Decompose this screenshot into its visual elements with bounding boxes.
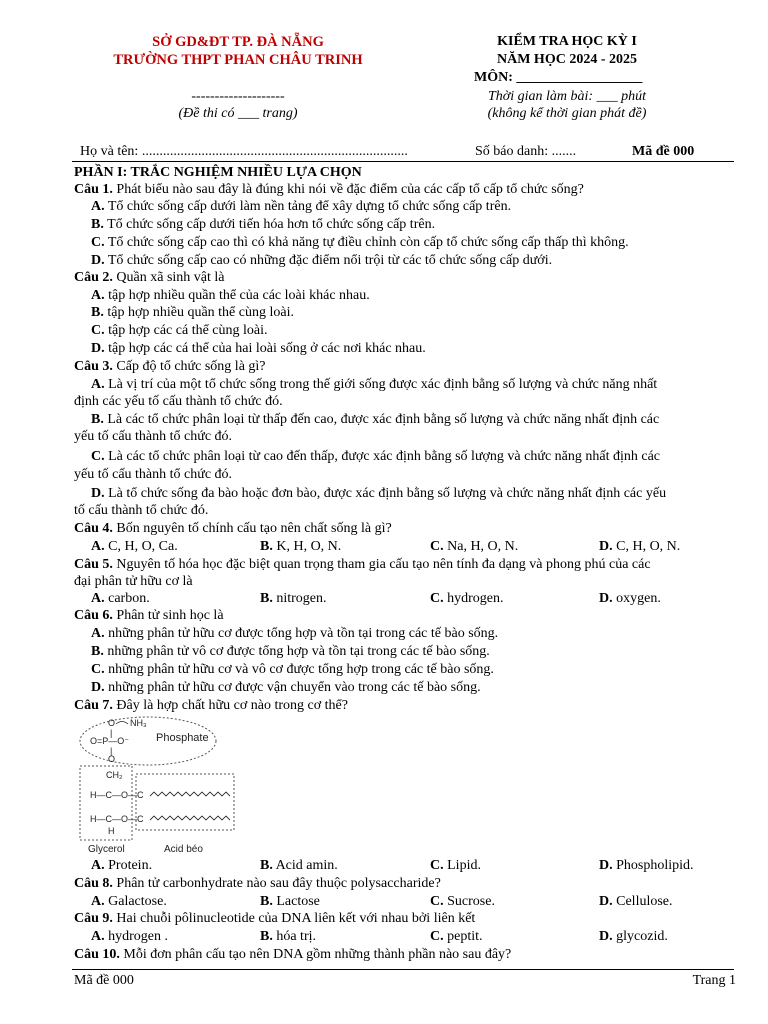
q2-option-c xyxy=(74,322,734,340)
carbon-row: H—C—O—C xyxy=(90,790,144,800)
question-text: Nguyên tố hóa học đặc biệt quan trọng tham gia cấu tạo nên tính đa dạng và phong phú của các xyxy=(112,557,651,572)
dept-name: SỞ GD&ĐT TP. ĐÀ NẴNG xyxy=(152,34,324,50)
option-a: A. Galactose. xyxy=(91,894,167,909)
option-letter: C. xyxy=(91,323,105,338)
question-6 xyxy=(74,607,734,625)
q6-option-a xyxy=(74,625,734,643)
q3-option-c-cont: yếu tố cấu thành tổ chức đó. xyxy=(74,467,233,482)
option-a: A. carbon. xyxy=(91,591,150,606)
atom-o: O xyxy=(108,718,116,728)
option-c: C. hydrogen. xyxy=(430,591,504,606)
option-letter: C. xyxy=(91,662,105,677)
q3-option-a-cont: định các yếu tố cấu thành tổ chức đó. xyxy=(74,394,283,409)
option-text: tập hợp các cá thể của hai loài sống ở các nơi khác nhau. xyxy=(104,341,426,356)
q3-option-c xyxy=(74,448,734,466)
question-label: Câu 10. xyxy=(74,947,120,962)
school-year: NĂM HỌC 2024 - 2025 xyxy=(497,52,637,67)
option-letter: D. xyxy=(91,341,105,356)
q9-options xyxy=(91,928,761,946)
footer-page-number: Trang 1 xyxy=(692,973,736,988)
question-10 xyxy=(74,946,734,964)
subject-line: MÔN: __________________ xyxy=(474,70,643,85)
question-4 xyxy=(74,520,734,538)
question-5 xyxy=(74,556,734,574)
footer-exam-code: Mã đề 000 xyxy=(74,973,134,988)
option-letter: B. xyxy=(91,305,104,320)
phosphate-group: O=P—O⁻ xyxy=(90,736,130,746)
option-text: những phân tử hữu cơ và vô cơ được tổng hợp trong các tế bào sống. xyxy=(104,662,494,677)
option-text: Là các tổ chức phân loại từ cao đến thấp, được xác định bằng số lượng và chức năng nhất định các xyxy=(104,449,661,464)
option-letter: D. xyxy=(91,680,105,695)
option-letter: B. xyxy=(91,644,104,659)
q3-option-b-cont: yếu tố cấu thành tổ chức đó. xyxy=(74,429,233,444)
question-label: Câu 5. xyxy=(74,557,113,572)
fatty-acid-chain xyxy=(150,816,230,820)
glycerol-label: Glycerol xyxy=(88,844,125,855)
question-label: Câu 8. xyxy=(74,876,113,891)
option-c: C. peptit. xyxy=(430,929,483,944)
option-d: D. glycozid. xyxy=(599,929,668,944)
option-text: Là vị trí của một tổ chức sống trong thế giới sống được xác định bằng số lượng và chức năng nhất xyxy=(104,377,658,392)
q2-option-a xyxy=(74,287,734,305)
option-b: B. Lactose xyxy=(260,894,320,909)
atom-o: | xyxy=(110,746,113,756)
option-text: tập hợp nhiều quần thể cùng loài. xyxy=(103,305,294,320)
question-label: Câu 7. xyxy=(74,698,113,713)
time-note: (không kể thời gian phát đề) xyxy=(487,106,647,121)
atom-o: O xyxy=(108,754,116,764)
option-text: những phân tử vô cơ được tổng hợp và tồn tại trong các tế bào sống. xyxy=(103,644,490,659)
carbon-row: H—C—O—C xyxy=(90,814,144,824)
question-text: Mỗi đơn phân cấu tạo nên DNA gồm những thành phần nào sau đây? xyxy=(119,947,512,962)
question-2 xyxy=(74,269,734,287)
q3-option-d-cont: tố cấu thành tổ chức đó. xyxy=(74,503,209,518)
ch2-label: CH₂ xyxy=(106,770,123,780)
q4-options xyxy=(91,538,761,556)
question-text: Đây là hợp chất hữu cơ nào trong cơ thể? xyxy=(112,698,348,713)
student-name-field: Họ và tên: ............................................................................ xyxy=(80,144,408,159)
q1-option-c xyxy=(74,234,734,252)
page-count-note: (Đề thi có ___ trang) xyxy=(178,106,298,121)
option-text: Là các tổ chức phân loại từ thấp đến cao, được xác định bằng số lượng và chức năng nhất định các xyxy=(103,412,660,427)
question-label: Câu 4. xyxy=(74,521,113,536)
divider xyxy=(72,161,734,162)
question-3 xyxy=(74,358,734,376)
option-a: A. C, H, O, Ca. xyxy=(91,539,178,554)
question-text: Quần xã sinh vật là xyxy=(112,270,225,285)
question-9 xyxy=(74,910,734,928)
q6-option-d xyxy=(74,679,734,697)
option-text: tập hợp nhiều quần thể của các loài khác nhau. xyxy=(104,288,370,303)
option-letter: C. xyxy=(91,235,105,250)
option-text: những phân tử hữu cơ được vận chuyển vào trong các tế bào sống. xyxy=(104,680,481,695)
option-text: những phân tử hữu cơ được tổng hợp và tồn tại trong các tế bào sống. xyxy=(104,626,499,641)
question-label: Câu 2. xyxy=(74,270,113,285)
footer-divider xyxy=(72,969,734,970)
exam-title: KIỂM TRA HỌC KỲ I xyxy=(497,34,637,49)
question-text: Phát biểu nào sau đây là đúng khi nói về đặc điểm của các cấp tổ cấp tổ chức sống? xyxy=(112,182,584,197)
option-text: Tổ chức sống cấp dưới tiến hóa hơn tổ chức sống cấp trên. xyxy=(103,217,436,232)
option-b: B. K, H, O, N. xyxy=(260,539,342,554)
question-text: Phân tử carbonhydrate nào sau đây thuộc polysaccharide? xyxy=(112,876,441,891)
acid-label: Acid béo xyxy=(164,844,203,855)
phosphate-label: Phosphate xyxy=(156,732,209,744)
question-8 xyxy=(74,875,734,893)
option-d: D. Phospholipid. xyxy=(599,858,694,873)
option-text: Tổ chức sống cấp dưới làm nền tảng để xây dựng tổ chức sống cấp trên. xyxy=(104,199,512,214)
question-1 xyxy=(74,181,734,199)
q8-options xyxy=(91,893,761,911)
student-id-field: Số báo danh: ....... xyxy=(475,144,577,159)
q1-option-a xyxy=(74,198,734,216)
question-text: Cấp độ tổ chức sống là gì? xyxy=(112,359,266,374)
q2-option-b xyxy=(74,304,734,322)
option-d: D. Cellulose. xyxy=(599,894,673,909)
option-c: C. Lipid. xyxy=(430,858,481,873)
option-letter: A. xyxy=(91,377,105,392)
option-text: tập hợp các cá thể cùng loài. xyxy=(104,323,268,338)
question-label: Câu 9. xyxy=(74,911,113,926)
atom-o: | xyxy=(110,728,113,738)
option-letter: B. xyxy=(91,412,104,427)
option-text: Là tổ chức sống đa bào hoặc đơn bào, được xác định bằng số lượng và chức năng nhất định các yếu xyxy=(104,486,667,501)
exam-code: Mã đề 000 xyxy=(632,144,695,159)
time-limit: Thời gian làm bài: ___ phút xyxy=(488,89,646,104)
q1-option-d xyxy=(74,252,734,270)
q5-options xyxy=(91,590,761,608)
option-text: Tổ chức sống cấp cao thì có khả năng tự điều chỉnh còn cấp tổ chức sống cấp thấp thì không. xyxy=(104,235,629,250)
q7-options xyxy=(91,857,761,875)
question-label: Câu 3. xyxy=(74,359,113,374)
option-letter: A. xyxy=(91,288,105,303)
q3-option-d xyxy=(74,485,734,503)
option-b: B. Acid amin. xyxy=(260,858,338,873)
question-text: Phân tử sinh học là xyxy=(112,608,224,623)
question-text: Bốn nguyên tố chính cấu tạo nên chất sống là gì? xyxy=(112,521,392,536)
question-5-cont: đại phân tử hữu cơ là xyxy=(74,574,193,589)
q3-option-b xyxy=(74,411,734,429)
phospholipid-figure xyxy=(78,716,243,856)
option-letter: D. xyxy=(91,486,105,501)
section-title: PHẦN I: TRẮC NGHIỆM NHIỀU LỰA CHỌN xyxy=(74,165,362,180)
q1-option-b xyxy=(74,216,734,234)
option-letter: C. xyxy=(91,449,105,464)
separator-dashes: -------------------- xyxy=(191,89,285,104)
option-a: A. Protein. xyxy=(91,858,153,873)
option-letter: D. xyxy=(91,253,105,268)
question-text: Hai chuỗi pôlinucleotide của DNA liên kết với nhau bởi liên kết xyxy=(112,911,476,926)
question-7 xyxy=(74,697,734,715)
option-letter: A. xyxy=(91,626,105,641)
fatty-acid-outline xyxy=(136,774,234,830)
option-a: A. hydrogen . xyxy=(91,929,169,944)
option-c: C. Sucrose. xyxy=(430,894,495,909)
option-letter: B. xyxy=(91,217,104,232)
option-b: B. nitrogen. xyxy=(260,591,327,606)
q3-option-a xyxy=(74,376,734,394)
question-label: Câu 1. xyxy=(74,182,113,197)
option-letter: A. xyxy=(91,199,105,214)
bond xyxy=(116,722,128,725)
option-d: D. C, H, O, N. xyxy=(599,539,681,554)
atom-h: H xyxy=(108,826,115,836)
q2-option-d xyxy=(74,340,734,358)
nh3-label: NH₃ xyxy=(130,718,147,728)
q6-option-c xyxy=(74,661,734,679)
option-text: Tổ chức sống cấp cao có những đặc điểm nổi trội từ các tổ chức sống cấp dưới. xyxy=(104,253,553,268)
option-b: B. hóa trị. xyxy=(260,929,316,944)
q6-option-b xyxy=(74,643,734,661)
question-label: Câu 6. xyxy=(74,608,113,623)
option-c: C. Na, H, O, N. xyxy=(430,539,519,554)
option-d: D. oxygen. xyxy=(599,591,661,606)
fatty-acid-chain xyxy=(150,792,230,796)
school-name: TRƯỜNG THPT PHAN CHÂU TRINH xyxy=(113,52,363,68)
